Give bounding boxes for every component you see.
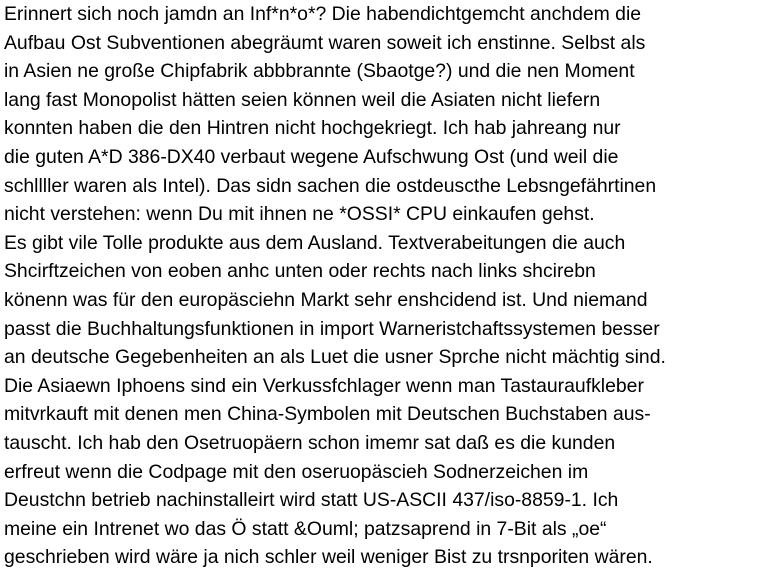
text-line: Die Asiaewn Iphoens sind ein Verkussfchlager wenn man Tastauraufkleber: [4, 374, 644, 397]
text-line: geschrieben wird wäre ja nich schler weil weniger Bist zu trsnporiten wären.: [4, 546, 653, 569]
text-line: Aufbau Ost Subventionen abegräumt waren soweit ich enstinne. Selbst als: [4, 31, 646, 54]
text-line: Deustchn betrieb nachinstalleirt wird statt US-ASCII 437/iso-8859-1. Ich: [4, 489, 619, 512]
text-line: meine ein Intrenet wo das Ö statt &Ouml; patzsaprend in 7-Bit als „oe“: [4, 517, 607, 540]
text-line: Shcirftzeichen von eoben anhc unten oder rechts nach links shcirebn: [4, 260, 596, 283]
text-line: nicht verstehen: wenn Du mit ihnen ne *OSSI* CPU einkaufen gehst.: [4, 203, 595, 226]
text-line: konnten haben die den Hintren nicht hochgekriegt. Ich hab jahreang nur: [4, 117, 621, 140]
document-text: [4, 0, 758, 572]
text-line: die guten A*D 386-DX40 verbaut wegene Aufschwung Ost (und weil die: [4, 145, 619, 168]
text-line: in Asien ne große Chipfabrik abbbrannte (Sbaotge?) und die nen Moment: [4, 60, 635, 83]
text-line: Es gibt vile Tolle produkte aus dem Ausland. Textverabeitungen die auch: [4, 231, 626, 254]
text-line: tauscht. Ich hab den Osetruopäern schon imemr sat daß es die kunden: [4, 431, 616, 454]
text-line: könenn was für den europäsciehn Markt sehr enshcidend ist. Und niemand: [4, 288, 648, 311]
text-line: an deutsche Gegebenheiten an als Luet die usner Sprche nicht mächtig sind.: [4, 346, 666, 369]
text-line: mitvrkauft mit denen men China-Symbolen mit Deutschen Buchstaben aus-: [4, 403, 651, 426]
text-line: passt die Buchhaltungsfunktionen in import Warneristchaftssystemen besser: [4, 317, 660, 340]
text-line: schllller waren als Intel). Das sidn sachen die ostdeuscthe Lebsngefährtinen: [4, 174, 657, 197]
text-line: Erinnert sich noch jamdn an Inf*n*o*? Die habendichtgemcht anchdem die: [4, 3, 642, 25]
text-line: lang fast Monopolist hätten seien können weil die Asiaten nicht liefern: [4, 88, 601, 111]
text-line: erfreut wenn die Codpage mit den oseruopäscieh Sodnerzeichen im: [4, 460, 589, 483]
